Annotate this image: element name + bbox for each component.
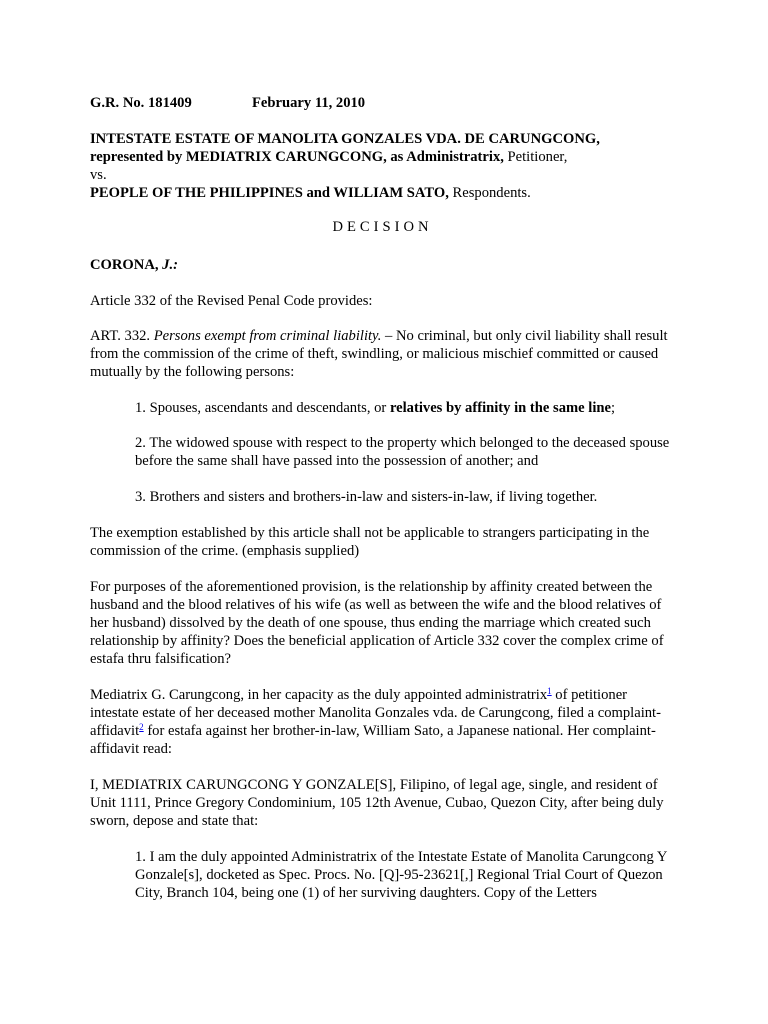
petitioner-name: INTESTATE ESTATE OF MANOLITA GONZALES VDA. DE CARUNGCONG, — [90, 131, 600, 147]
respondents-role: Respondents. — [448, 185, 531, 201]
affidavit-paragraph-1: 1. I am the duly appointed Administratrix of the Intestate Estate of Manolita Carungcong Y Gonzale[s], docketed as Spec. Procs. No. [Q]-95-23621[,] Regional Trial Court of Quezon City, Branch 104, being one (1) of her surviving daughters. Copy of the Letters — [135, 849, 667, 901]
exemption-paragraph: The exemption established by this article shall not be applicable to strangers participating in the commission of the crime. (emphasis supplied) — [90, 525, 650, 559]
article-title: Persons exempt from criminal liability. — [153, 328, 382, 344]
footnote-2-link[interactable]: 2 — [139, 722, 144, 732]
item1-text: 1. Spouses, ascendants and descendants, or — [135, 400, 390, 416]
ponente-justice: J.: — [162, 257, 178, 273]
gr-number: G.R. No. 181409 — [90, 95, 192, 111]
article-dash: – — [381, 328, 396, 344]
affiant-paragraph: I, MEDIATRIX CARUNGCONG Y GONZALE[S], Filipino, of legal age, single, and resident of Unit 1111, Prince Gregory Condominium, 105 12th Avenue, Cubao, Quezon City, after being duly sworn, depose and state that: — [90, 777, 664, 829]
facts-text-2: of petitioner intestate estate of her deceased mother Manolita Gonzales vda. de Carungcong, filed a complaint-affidavit — [90, 687, 661, 739]
petitioner-role: Petitioner, — [503, 149, 568, 165]
facts-paragraph — [90, 686, 675, 758]
ponente — [90, 256, 675, 274]
versus-text: vs. — [90, 167, 107, 183]
ponente-name: CORONA, — [90, 257, 163, 273]
facts-text-1: Mediatrix G. Carungcong, in her capacity as the duly appointed administratrix — [90, 687, 548, 703]
case-caption — [90, 130, 675, 202]
intro-paragraph: Article 332 of the Revised Penal Code provides: — [90, 293, 373, 309]
question-paragraph: For purposes of the aforementioned provision, is the relationship by affinity created between the husband and the blood relatives of his wife (as well as between the wife and the blood relatives of her husband) dissolved by the death of one spouse, thus ending the marriage which created such relationship by affinity? Does the beneficial application of Article 332 cover the complex crime of estafa thru falsification? — [90, 579, 664, 667]
decision-heading: DECISION — [332, 219, 433, 235]
item1-emphasis: relatives by affinity in the same line — [389, 400, 611, 416]
case-header-line — [90, 94, 675, 112]
list-item-3: 3. Brothers and sisters and brothers-in-law and sisters-in-law, if living together. — [135, 489, 598, 505]
article-332-paragraph — [90, 327, 675, 381]
article-label: ART. 332. — [90, 328, 154, 344]
list-item-1 — [135, 399, 675, 417]
article-text: No criminal, but only civil liability shall result from the commission of the crime of theft, swindling, or malicious mischief committed or caused mutually by the following persons: — [90, 328, 668, 380]
petitioner-representative: represented by MEDIATRIX CARUNGCONG, as Administratrix, — [90, 149, 504, 165]
respondents-name: PEOPLE OF THE PHILIPPINES and WILLIAM SATO, — [90, 185, 449, 201]
facts-text-3: for estafa against her brother-in-law, William Sato, a Japanese national. Her complaint-affidavit read: — [90, 723, 656, 757]
item1-end: ; — [611, 400, 616, 416]
footnote-1-link[interactable]: 1 — [547, 686, 552, 696]
list-item-2: 2. The widowed spouse with respect to the property which belonged to the deceased spouse before the same shall have passed into the possession of another; and — [135, 435, 670, 469]
decision-date: February 11, 2010 — [252, 95, 366, 111]
